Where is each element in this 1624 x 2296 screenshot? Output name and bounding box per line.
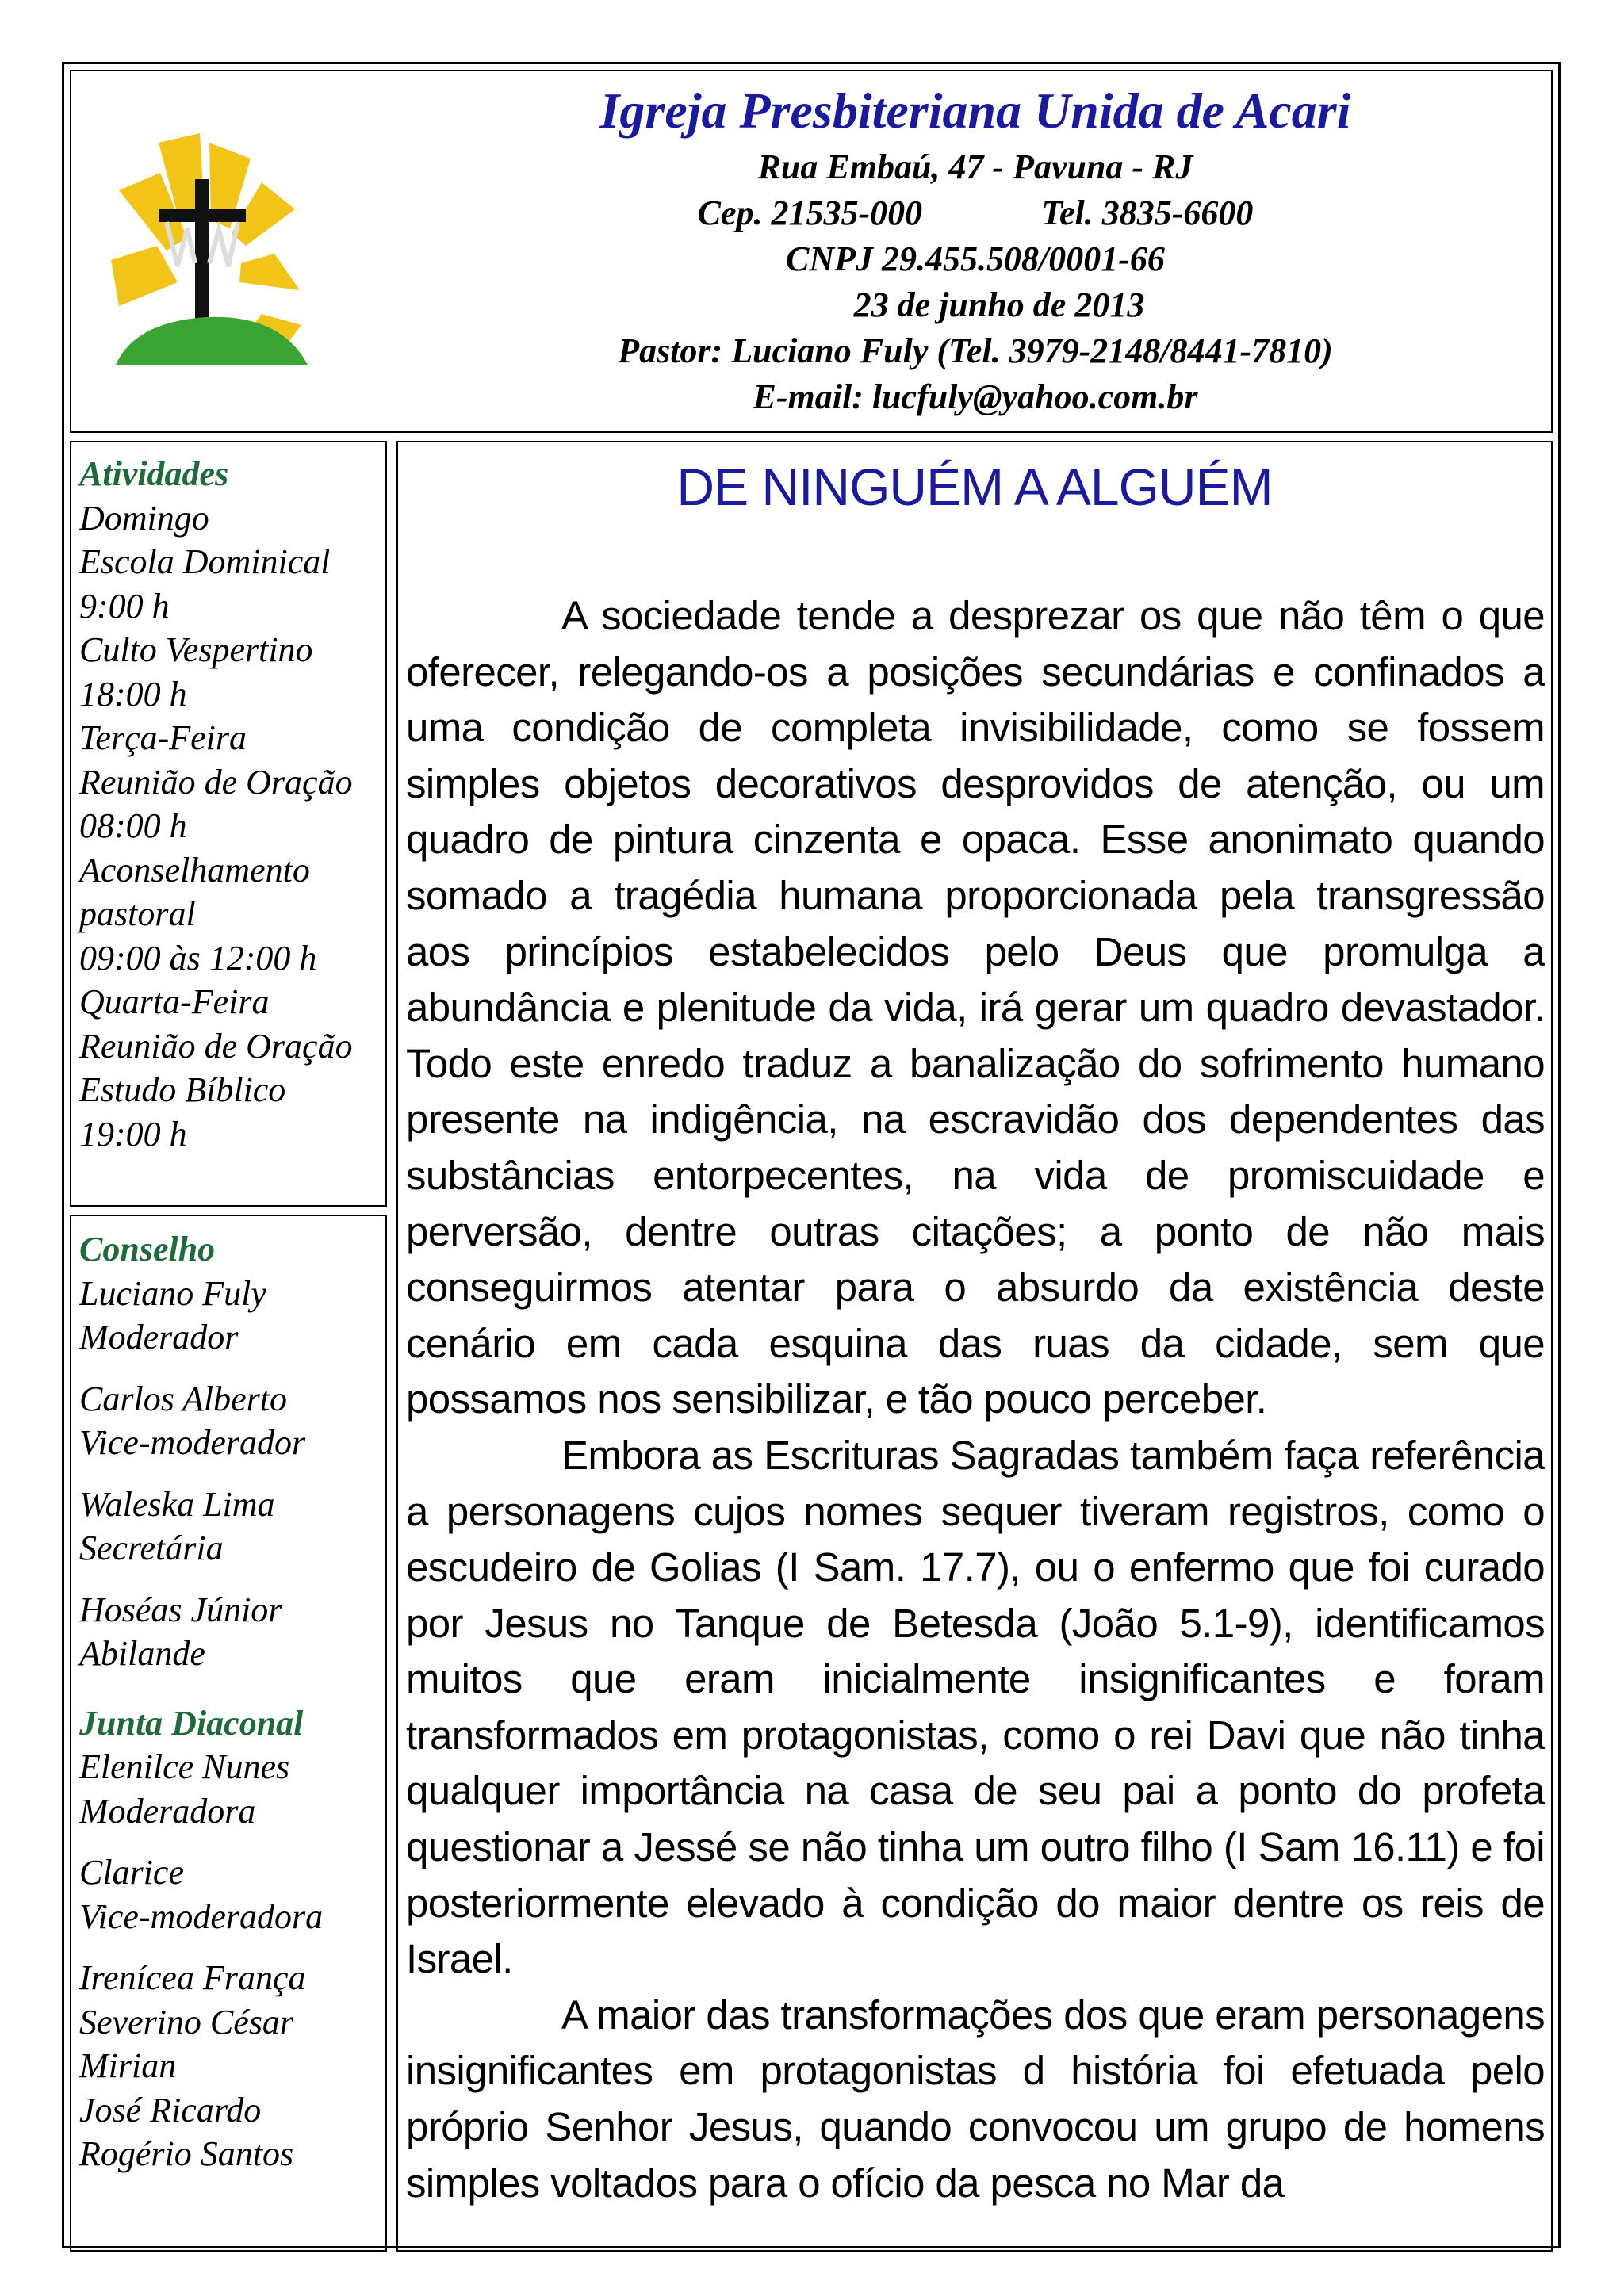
member-role: Vice-moderador xyxy=(79,1423,306,1462)
deacon-name: José Ricardo xyxy=(79,2090,262,2130)
activity-line: Reunião de Oração xyxy=(79,762,353,802)
activity-line: Estudo Bíblico xyxy=(79,1070,286,1109)
deacons-heading: Junta Diaconal xyxy=(79,1703,304,1743)
pastor-line: Pastor: Luciano Fuly (Tel. 3979-2148/8441-7810) xyxy=(618,331,1333,370)
council-member xyxy=(79,1483,385,1571)
cep-tel-row xyxy=(412,190,1538,236)
member-role: Vice-moderadora xyxy=(79,1896,324,1936)
article-body xyxy=(406,588,1545,2211)
church-logo xyxy=(111,127,317,373)
activity-line: 09:00 às 12:00 h xyxy=(79,938,317,978)
cep: Cep. 21535-000 xyxy=(697,193,923,232)
activity-line: 08:00 h xyxy=(79,806,187,845)
email-line: E-mail: lucfuly@yahoo.com.br xyxy=(753,377,1198,416)
cnpj: CNPJ 29.455.508/0001-66 xyxy=(786,239,1165,278)
deacon-member xyxy=(79,1850,385,1938)
deacon-name: Irenícea França xyxy=(79,1958,306,1997)
member-role: Moderador xyxy=(79,1318,239,1357)
deacon-name: Mirian xyxy=(79,2046,177,2085)
member-name: Clarice xyxy=(79,1853,184,1892)
activity-line: 19:00 h xyxy=(79,1114,187,1154)
activities-heading: Atividades xyxy=(79,454,229,493)
leadership-box xyxy=(70,1215,387,2252)
member-role: Abilande xyxy=(79,1634,205,1673)
member-name: Carlos Alberto xyxy=(79,1379,288,1418)
activity-line: Quarta-Feira xyxy=(79,982,270,1021)
activity-line: Culto Vespertino xyxy=(79,630,313,669)
activity-line: Domingo xyxy=(79,498,209,538)
activity-line: 9:00 h xyxy=(79,586,170,626)
activities-box xyxy=(70,441,387,1207)
article-box xyxy=(396,441,1553,2252)
article-paragraph: A sociedade tende a desprezar os que não têm o que oferecer, relegando-os a posições secundárias e confinados a uma condição de completa invisibilidade, como se fossem simples objetos decorativos desprovidos de atenção, ou um quadro de pintura cinzenta e opaca. Esse anonimato quando somado a tragédia humana proporcionada pela transgressão aos princípios estabelecidos pelo Deus que promulga a abundância e plenitude da vida, irá gerar um quadro devastador. Todo este enredo traduz a banalização do sofrimento humano presente na indigência, na escravidão dos dependentes das substâncias entorpecentes, na vida de promiscuidade e perversão, dentre outras citações; a ponto de não mais conseguirmos atentar para o absurdo da existência deste cenário em cada esquina das ruas da cidade, sem que possamos nos sensibilizar, e tão pouco perceber. xyxy=(406,593,1545,1422)
article-title: DE NINGUÉM A ALGUÉM xyxy=(676,457,1273,516)
church-name: Igreja Presbiteriana Unida de Acari xyxy=(599,82,1351,139)
activity-line: Aconselhamento xyxy=(79,850,310,890)
member-role: Secretária xyxy=(79,1529,224,1567)
address: Rua Embaú, 47 - Pavuna - RJ xyxy=(757,147,1193,186)
member-name: Hoséas Júnior xyxy=(79,1590,282,1629)
header-text xyxy=(412,78,1538,420)
activity-line: pastoral xyxy=(79,894,196,933)
council-heading: Conselho xyxy=(79,1230,216,1269)
article-paragraph: A maior das transformações dos que eram personagens insignificantes em protagonistas d história foi efetuada pelo próprio Senhor Jesus, quando convocou um grupo de homens simples voltados para o ofício da pesca no Mar da xyxy=(406,1992,1545,2206)
member-name: Elenilce Nunes xyxy=(79,1747,290,1786)
council-member xyxy=(79,1272,385,1360)
member-name: Luciano Fuly xyxy=(79,1273,266,1313)
activity-line: 18:00 h xyxy=(79,674,187,714)
article-paragraph: Embora as Escrituras Sagradas também faça referência a personagens cujos nomes sequer tiveram registros, como o escudeiro de Golias (I Sam. 17.7), ou o enfermo que foi curado por Jesus no Tanque de Betesda (João 5.1-9), identificamos muitos que eram inicialmente insignificantes e foram transformados em protagonistas, como o rei Davi que não tinha qualquer importância na casa de seu pai a ponto do profeta questionar a Jessé se não tinha um outro filho (I Sam 16.11) e foi posteriormente elevado à condição do maior dentre os reis de Israel. xyxy=(406,1432,1545,1982)
bulletin-date: 23 de junho de 2013 xyxy=(853,285,1145,324)
council-member xyxy=(79,1377,385,1465)
deacon-member xyxy=(79,1745,385,1833)
deacon-name: Rogério Santos xyxy=(79,2134,294,2173)
deacon-name: Severino César xyxy=(79,2002,294,2042)
council-member xyxy=(79,1588,385,1676)
activity-line: Reunião de Oração xyxy=(79,1026,353,1066)
activity-line: Terça-Feira xyxy=(79,718,247,757)
activity-line: Escola Dominical xyxy=(79,542,331,581)
member-name: Waleska Lima xyxy=(79,1484,275,1524)
member-role: Moderadora xyxy=(79,1791,256,1831)
phone: Tel. 3835-6600 xyxy=(1041,193,1254,232)
